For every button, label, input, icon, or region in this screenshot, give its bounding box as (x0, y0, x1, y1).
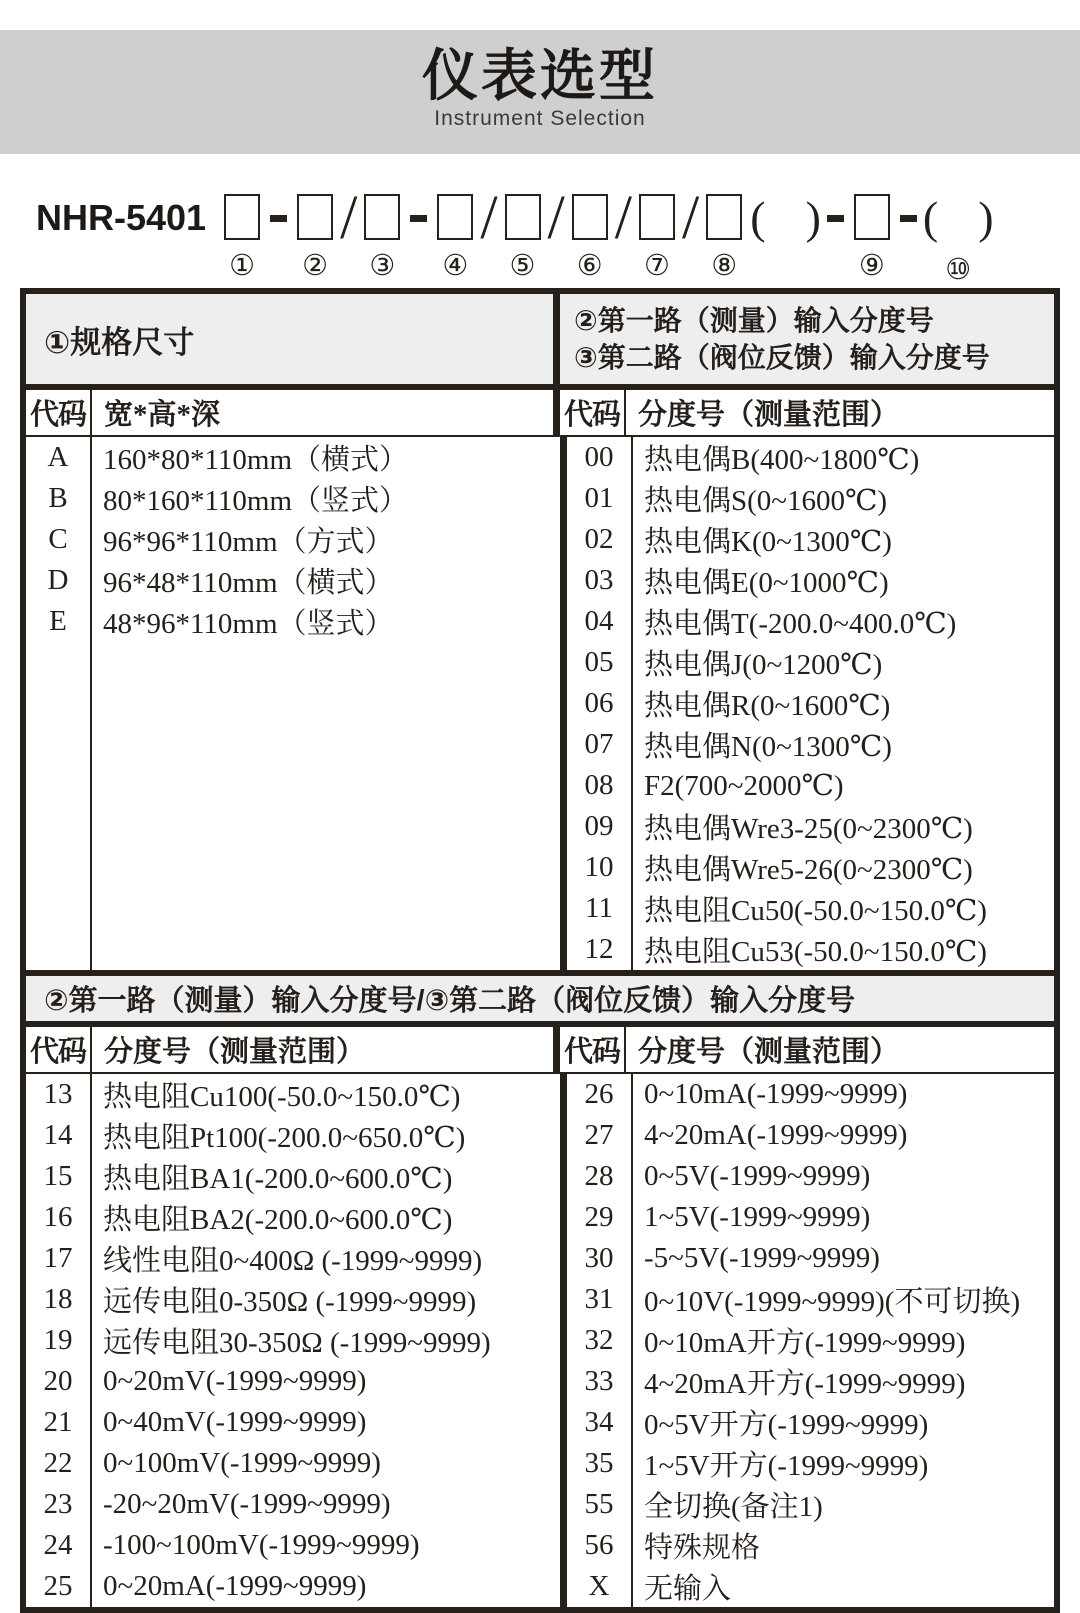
table-row (26, 1279, 560, 1320)
row-code: 07 (584, 728, 614, 760)
table-row (567, 1115, 1054, 1156)
section2-left-colhead (26, 1027, 560, 1074)
table-row (567, 1074, 1054, 1115)
table-row (26, 1566, 560, 1607)
row-code: 24 (43, 1529, 73, 1561)
model-token-glyph (270, 192, 287, 244)
section1-column-header-row (26, 390, 1054, 437)
table-row (26, 1197, 560, 1238)
row-label: 0~20mA(-1999~9999) (103, 1570, 367, 1602)
row-code: A (47, 441, 69, 473)
row-label: 1~5V(-1999~9999) (644, 1201, 871, 1233)
row-label: -5~5V(-1999~9999) (644, 1242, 880, 1274)
model-token-glyph (854, 194, 890, 240)
row-label: 无输入 (644, 1573, 732, 1605)
row-code: C (48, 523, 68, 555)
row-label: 热电偶T(-200.0~400.0℃) (644, 608, 957, 640)
table-row (26, 1361, 560, 1402)
table-row (26, 560, 560, 601)
code-column-header: 代码 (26, 390, 92, 435)
table-row (567, 929, 1054, 970)
model-token (547, 184, 566, 286)
row-code: 23 (43, 1488, 73, 1520)
model-token-glyph: ) (805, 192, 821, 243)
model-token-glyph: / (614, 184, 633, 252)
row-label: 4~20mA(-1999~9999) (644, 1119, 908, 1151)
model-token (406, 192, 431, 286)
code-column-header: 代码 (26, 1027, 92, 1072)
model-token-glyph (900, 192, 917, 244)
model-code-tokens (218, 184, 995, 286)
row-label: 热电阻Pt100(-200.0~650.0℃) (103, 1122, 466, 1154)
row-label: 热电偶R(0~1600℃) (644, 690, 891, 722)
table-row (567, 519, 1054, 560)
row-label: 0~100mV(-1999~9999) (103, 1447, 381, 1479)
row-label: 热电偶S(0~1600℃) (644, 485, 888, 517)
row-code: 20 (43, 1365, 73, 1397)
table-row (567, 560, 1054, 601)
model-token (291, 192, 339, 282)
table-row (26, 1156, 560, 1197)
row-label: 160*80*110mm（横式） (103, 444, 409, 476)
row-code: 10 (584, 851, 614, 883)
position-number: ③ (369, 248, 396, 282)
section2-column-header-row (26, 1027, 1054, 1074)
model-token (940, 192, 976, 286)
row-code: 19 (43, 1324, 73, 1356)
row-label: 48*96*110mm（竖式） (103, 608, 394, 640)
model-token-glyph: ) (978, 192, 994, 243)
row-code: 08 (584, 769, 614, 801)
model-token (896, 192, 921, 286)
model-token (823, 192, 848, 286)
table-row (26, 1484, 560, 1525)
position-number: ⑧ (711, 248, 738, 282)
row-label: 远传电阻0-350Ω (-1999~9999) (103, 1286, 477, 1318)
table-row (567, 847, 1054, 888)
input-scale-rows-26-X (567, 1074, 1054, 1607)
row-label: 0~10mA(-1999~9999) (644, 1078, 908, 1110)
model-token (804, 192, 823, 286)
code-column-header: 代码 (560, 390, 626, 435)
table-row (26, 437, 560, 478)
row-code: 17 (43, 1242, 73, 1274)
row-code: 15 (43, 1160, 73, 1192)
row-code: 11 (585, 892, 613, 924)
model-token-glyph (940, 192, 976, 244)
table-row (567, 1566, 1054, 1607)
model-token (431, 192, 479, 282)
row-label: 0~20mV(-1999~9999) (103, 1365, 367, 1397)
row-label: 热电偶J(0~1200℃) (644, 649, 883, 681)
model-token (218, 192, 266, 282)
model-token (681, 184, 700, 286)
position-number: ⑩ (945, 252, 972, 286)
selection-table (20, 288, 1060, 1613)
table-row (26, 1074, 560, 1115)
position-number: ⑦ (644, 248, 671, 282)
position-number: ① (229, 248, 256, 282)
row-label: 96*48*110mm（横式） (103, 567, 394, 599)
row-code: 21 (43, 1406, 73, 1438)
desc-column-header: 宽*高*深 (104, 399, 221, 431)
row-label: 热电偶Wre3-25(0~2300℃) (644, 813, 973, 845)
model-token (266, 192, 291, 286)
row-label: -100~100mV(-1999~9999) (103, 1529, 420, 1561)
row-label: 4~20mA开方(-1999~9999) (644, 1368, 966, 1400)
model-token (633, 192, 681, 282)
row-code: 13 (43, 1078, 73, 1110)
row-label: 1~5V开方(-1999~9999) (644, 1450, 929, 1482)
row-label: 特殊规格 (644, 1532, 761, 1564)
table-row (567, 1320, 1054, 1361)
row-code: B (48, 482, 68, 514)
row-label: 0~5V开方(-1999~9999) (644, 1409, 929, 1441)
table-row (26, 519, 560, 560)
row-label: 热电阻BA1(-200.0~600.0℃) (103, 1163, 453, 1195)
table-row (26, 1402, 560, 1443)
model-token-glyph: / (682, 184, 700, 252)
row-code: 27 (584, 1119, 614, 1151)
row-code: 26 (584, 1078, 614, 1110)
model-token-glyph (410, 192, 427, 244)
table-row (567, 765, 1054, 806)
table-row (567, 683, 1054, 724)
title-banner (0, 30, 1080, 154)
model-token (921, 192, 940, 286)
row-label: 热电阻Cu53(-50.0~150.0℃) (644, 936, 987, 968)
model-token (339, 184, 358, 286)
page-subtitle: Instrument Selection (434, 107, 646, 130)
row-label: 热电偶K(0~1300℃) (644, 526, 892, 558)
row-label: 0~5V(-1999~9999) (644, 1160, 871, 1192)
position-number: ④ (442, 248, 469, 282)
row-label: 热电阻Cu50(-50.0~150.0℃) (644, 895, 987, 927)
row-label: 线性电阻0~400Ω (-1999~9999) (103, 1245, 483, 1277)
section1-right-header-line2: ③第二路（阀位反馈）输入分度号 (574, 342, 990, 373)
row-code: 56 (584, 1529, 614, 1561)
model-token-glyph (572, 194, 608, 240)
model-token (614, 184, 633, 286)
table-row (567, 1279, 1054, 1320)
table-row (567, 601, 1054, 642)
model-token (768, 192, 804, 286)
desc-column-header: 分度号（测量范围） (638, 1036, 900, 1068)
table-row (567, 1156, 1054, 1197)
section1-header-row (26, 294, 1054, 390)
row-code: 31 (584, 1283, 614, 1315)
row-label: 热电阻BA2(-200.0~600.0℃) (103, 1204, 453, 1236)
table-row (567, 437, 1054, 478)
table-row (26, 1320, 560, 1361)
row-label: 热电偶N(0~1300℃) (644, 731, 892, 763)
row-code: 18 (43, 1283, 73, 1315)
row-label: 0~10mA开方(-1999~9999) (644, 1327, 966, 1359)
code-column-header: 代码 (560, 1027, 626, 1072)
row-code: 02 (584, 523, 614, 555)
table-row (26, 601, 560, 642)
row-code: 16 (43, 1201, 73, 1233)
table-row (567, 1443, 1054, 1484)
model-token-glyph: ( (922, 192, 939, 243)
row-label: 80*160*110mm（竖式） (103, 485, 409, 517)
row-code: 22 (43, 1447, 73, 1479)
model-token-glyph (706, 194, 742, 240)
row-code: 28 (584, 1160, 614, 1192)
page-title: 仪表选型 (422, 44, 658, 107)
row-label: 0~10V(-1999~9999)(不可切换) (644, 1286, 1021, 1318)
row-code: 04 (584, 605, 614, 637)
position-number: ⑥ (576, 248, 603, 282)
model-token-glyph: / (547, 184, 565, 252)
table-row (567, 1525, 1054, 1566)
model-token-glyph: ( (750, 192, 766, 243)
row-code: 29 (584, 1201, 614, 1233)
model-token (499, 192, 547, 282)
row-label: -20~20mV(-1999~9999) (103, 1488, 391, 1520)
model-token-glyph (224, 194, 260, 240)
row-label: 全切换(备注1) (644, 1491, 823, 1523)
table-row (26, 478, 560, 519)
row-code: 03 (584, 564, 614, 596)
model-token (976, 192, 995, 286)
table-row (567, 806, 1054, 847)
position-number: ⑤ (509, 248, 536, 282)
section1-right-header-line1: ②第一路（测量）输入分度号 (574, 305, 934, 336)
input-scale-rows-00-12 (567, 437, 1054, 970)
row-code: 05 (584, 646, 614, 678)
model-token-glyph (437, 194, 473, 240)
table-row (26, 1238, 560, 1279)
row-code: 06 (584, 687, 614, 719)
table-row (26, 1443, 560, 1484)
row-code: 33 (584, 1365, 614, 1397)
size-spec-rows (26, 437, 567, 970)
section2-band-header: ②第一路（测量）输入分度号/③第二路（阀位反馈）输入分度号 (26, 970, 1054, 1027)
model-code-line (36, 184, 996, 286)
row-label: 0~40mV(-1999~9999) (103, 1406, 367, 1438)
model-token (848, 192, 896, 282)
model-token-glyph (639, 194, 675, 240)
model-token-glyph (364, 194, 400, 240)
table-row (26, 1525, 560, 1566)
model-token (748, 192, 767, 286)
row-label: 96*96*110mm（方式） (103, 526, 394, 558)
row-code: D (47, 564, 69, 596)
row-code: 14 (43, 1119, 73, 1151)
row-code: 12 (584, 933, 614, 965)
section1-left-colhead (26, 390, 560, 437)
row-label: 远传电阻30-350Ω (-1999~9999) (103, 1327, 491, 1359)
row-code: 34 (584, 1406, 614, 1438)
table-row (567, 1361, 1054, 1402)
table-row (567, 478, 1054, 519)
table-row (567, 1238, 1054, 1279)
row-code: E (49, 605, 67, 637)
row-label: 热电偶B(400~1800℃) (644, 444, 920, 476)
row-label: 热电偶E(0~1000℃) (644, 567, 889, 599)
model-token-glyph (768, 192, 804, 244)
model-token-glyph (827, 192, 844, 244)
model-token-glyph (505, 194, 541, 240)
table-row (567, 1197, 1054, 1238)
desc-column-header: 分度号（测量范围） (638, 399, 900, 431)
table-row (26, 1115, 560, 1156)
table-row (567, 1402, 1054, 1443)
model-token (700, 192, 748, 282)
row-label: 热电偶Wre5-26(0~2300℃) (644, 854, 973, 886)
row-label: F2(700~2000℃) (644, 770, 844, 802)
section1-left-header: ①规格尺寸 (26, 294, 560, 390)
section1-right-colhead (560, 390, 1054, 437)
row-code: 55 (584, 1488, 614, 1520)
desc-column-header: 分度号（测量范围） (104, 1036, 366, 1068)
row-code: X (588, 1570, 610, 1602)
section2-right-colhead (560, 1027, 1054, 1074)
table-row (567, 724, 1054, 765)
position-number: ② (302, 248, 329, 282)
table-row (567, 888, 1054, 929)
section2-data-row (26, 1074, 1054, 1607)
position-number: ⑨ (858, 248, 885, 282)
model-number: NHR-5401 (36, 197, 207, 238)
model-token (358, 192, 406, 282)
row-code: 00 (584, 441, 614, 473)
row-code: 09 (584, 810, 614, 842)
model-token (479, 184, 498, 286)
row-label: 热电阻Cu100(-50.0~150.0℃) (103, 1081, 461, 1113)
row-code: 01 (584, 482, 614, 514)
model-token-glyph (297, 194, 333, 240)
row-code: 30 (584, 1242, 614, 1274)
input-scale-rows-13-25 (26, 1074, 567, 1607)
row-code: 32 (584, 1324, 614, 1356)
model-token (566, 192, 614, 282)
model-token-glyph: / (480, 184, 498, 252)
section1-right-header (560, 294, 1054, 390)
row-code: 35 (584, 1447, 614, 1479)
section1-data-row (26, 437, 1054, 970)
table-row (567, 642, 1054, 683)
row-code: 25 (43, 1570, 73, 1602)
table-row (567, 1484, 1054, 1525)
model-token-glyph: / (340, 184, 358, 252)
